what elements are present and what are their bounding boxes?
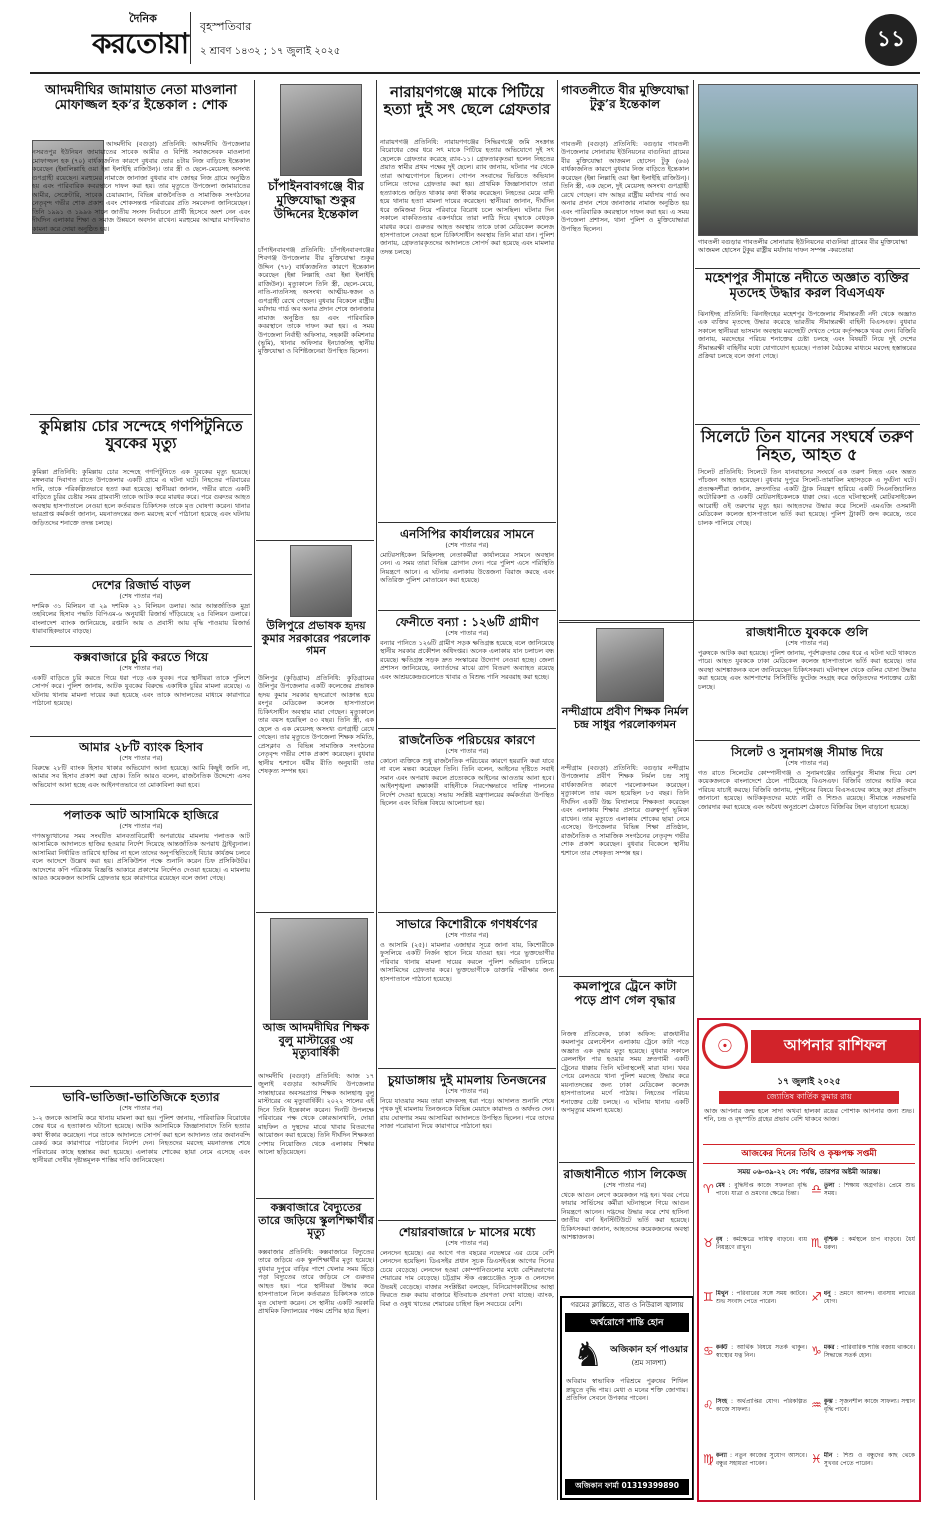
- body-a18: লেনদেন হয়েছে। এর আগে গত বছরের নভেম্বরে এর চেয়ে বেশি লেনদেন হয়েছিল। ডিএসইর প্রধান সূচক ডিএসইএক্স আগের দিনের চেয়ে বেড়েছে। লেনদেন হওয়া কোম্পানিগুলোর মধ্যে বেশিরভাগের শেয়ারের দাম বেড়েছে। চট্টগ্রাম স্টক এক্সচেঞ্জেও সূচক ও লেনদেন উভয়ই বেড়েছে। বাজার সংশ্লিষ্টরা বলছেন, বিনিয়োগকারীদের আস্থা ফিরতে শুরু করায় বাজারে ইতিবাচক প্রবণতা দেখা যাচ্ছে। ব্যাংক, বিমা ও ওষুধ খাতের শেয়ারের চাহিদা ছিল সবচেয়ে বেশি।: [380, 1249, 554, 1308]
- sign-item: ♉ বৃষ : কর্মক্ষেত্রে দায়িত্ব বাড়বে। ব্যয় নিয়ন্ত্রণে রাখুন।: [703, 1236, 807, 1288]
- body-a24: সিলেট প্রতিনিধি: সিলেটে তিন যানবাহনের সংঘর্ষে এক তরুণ নিহত এবং অন্তত পাঁচজন আহত হয়েছেন। বুধবার দুপুরে সিলেট-তামাবিল মহাসড়কে এ দুর্ঘটনা ঘটে। প্রত্যক্ষদর্শীরা জানান, দ্রুতগতির একটি ট্রাক নিয়ন্ত্রণ হারিয়ে একটি সিএনজিচালিত অটোরিকশা ও একটি মোটরসাইকেলকে ধাক্কা দেয়। এতে ঘটনাস্থলেই মোটরসাইকেল আরোহী ওই তরুণের মৃত্যু হয়। আহতদের উদ্ধার করে সিলেট এমএজি ওসমানী মেডিকেল কলেজ হাসপাতালে ভর্তি করা হয়েছে। পুলিশ ট্রাকটি জব্দ করেছে, তবে চালক পালিয়ে গেছে।: [698, 468, 916, 527]
- cont-a13: (শেষ পাতার পর): [445, 541, 489, 549]
- body-a25: পুরুষকে আটক করা হয়েছে। পুলিশ জানায়, পূর্বশত্রুতার জের ধরে এ ঘটনা ঘটে থাকতে পারে। আহত যুবককে ঢাকা মেডিকেল কলেজ হাসপাতালে ভর্তি করা হয়েছে। তার অবস্থা আশঙ্কাজনক বলে জানিয়েছেন চিকিৎসকরা। ঘটনাস্থল থেকে গুলির খোসা উদ্ধার করা হয়েছে এবং আশপাশের সিসিটিভি ফুটেজ সংগ্রহ করে জড়িতদের শনাক্তের চেষ্টা চলছে।: [698, 649, 916, 691]
- sign-text: নতুন কাজের সুযোগ আসবে। বন্ধুর সহায়তা পাবেন।: [715, 1452, 807, 1467]
- sign-item: ♋ কর্কট : আর্থিক বিষয়ে সতর্ক থাকুন। স্বাস্থ্যের যত্ন নিন।: [703, 1344, 807, 1396]
- sign-text: বুদ্ধিদীপ্ত কাজে সফলতা বৃদ্ধি পাবে। যাত্রা ও ভ্রমণের ক্ষেত্রে চিন্তা।: [715, 1182, 807, 1197]
- virgo-icon: ♍: [703, 1452, 714, 1466]
- sign-text: শিক্ষায় অগ্রগতি। প্রেমে শুভ সময়।: [823, 1182, 915, 1197]
- body-a15: কোনো ব্যক্তিকে শুধু রাজনৈতিক পরিচয়ের কারণে হয়রানি করা যাবে না বলে মন্তব্য করেছেন তিনি। তিনি বলেন, আইনের দৃষ্টিতে সবাই সমান এবং অপরাধ করলে প্রত্যেককে আইনের আওতায় আনা হবে। আইনশৃঙ্খলা রক্ষাকারী বাহিনীকে নিরপেক্ষভাবে দায়িত্ব পালনের নির্দেশ দেওয়া হয়েছে। সভায় সংশ্লিষ্ট মন্ত্রণালয়ের কর্মকর্তারা উপস্থিত ছিলেন এবং বিভিন্ন বিষয়ে আলোচনা হয়।: [380, 757, 554, 808]
- headline-a17: চুয়াডাঙ্গায় দুই মামলায় তিনজনের: [387, 1073, 547, 1087]
- sign-text: আর্থিক বিষয়ে সতর্ক থাকুন। স্বাস্থ্যের যত্ন নিন।: [715, 1344, 807, 1359]
- portrait-photo-nirmal: [596, 628, 664, 702]
- sign-item: ♈ মেষ : বুদ্ধিদীপ্ত কাজে সফলতা বৃদ্ধি পাবে। যাত্রা ও ভ্রমণের ক্ষেত্রে চিন্তা।: [703, 1182, 807, 1234]
- sign-item: ♐ ধনু : ভ্রমণে আনন্দ। ব্যবসায় লাভের যোগ।: [811, 1290, 915, 1342]
- body-a23: ঝিনাইদহ প্রতিনিধি: ঝিনাইদহের মহেশপুর উপজেলার সীমান্তবর্তী নদী থেকে অজ্ঞাত এক ব্যক্তির মৃতদেহ উদ্ধার করেছে ভারতীয় সীমান্তরক্ষী বাহিনী বিএসএফ। বুধবার সকালে স্থানীয়রা ভাসমান অবস্থায় মরদেহটি দেখতে পেয়ে কর্তৃপক্ষকে খবর দেন। বিজিবি জানায়, মরদেহের পরিচয় শনাক্তের চেষ্টা চলছে এবং বিষয়টি নিয়ে দুই দেশের সীমান্তরক্ষী বাহিনীর মধ্যে যোগাযোগ হয়েছে। পতাকা বৈঠকের মাধ্যমে মরদেহ হস্তান্তরের প্রক্রিয়া চলছে বলে জানা গেছে।: [698, 310, 916, 361]
- headline-a7: ভাবি-ভাতিজা-ভাতিজিকে হত্যার: [62, 1090, 220, 1104]
- cont-a26: (শেষ পাতার পর): [785, 759, 829, 767]
- sign-text: পারিবারিক শান্তি বজায় থাকবে। সিদ্ধান্তে সতর্ক হোন।: [823, 1344, 915, 1359]
- horse-icon: ♞: [572, 1335, 604, 1376]
- sign-name: মেষ: [715, 1182, 725, 1189]
- body-a14: বন্যার পানিতে ১২৬টি গ্রামীণ সড়ক ক্ষতিগ্রস্ত হয়েছে বলে জানিয়েছে স্থানীয় সরকার প্রকৌশল অধিদপ্তর। অনেক এলাকায় যান চলাচল বন্ধ রয়েছে। ক্ষতিগ্রস্ত সড়ক দ্রুত সংস্কারের উদ্যোগ নেওয়া হচ্ছে। জেলা প্রশাসন জানিয়েছে, বন্যার্তদের মাঝে ত্রাণ বিতরণ অব্যাহত রয়েছে এবং আশ্রয়কেন্দ্রগুলোতে খাবার ও বিশুদ্ধ পানি সরবরাহ করা হচ্ছে।: [380, 639, 554, 681]
- aries-icon: ♈: [703, 1182, 714, 1196]
- cont-a22: (শেষ পাতার পর): [603, 1181, 647, 1189]
- headline-a11: কক্সবাজারে বৈদ্যুতের তারে জড়িয়ে স্কুলশিক্ষার্থীর মৃত্যু: [258, 1201, 374, 1240]
- sign-text: পরিবারের সঙ্গে সময় কাটবে। শুভ সংবাদ পেতে পারেন।: [715, 1290, 807, 1305]
- headline-a15: রাজনৈতিক পরিচয়ের কারণে: [399, 733, 535, 747]
- sign-name: তুলা: [823, 1182, 835, 1189]
- headline-a23: মহেশপুর সীমান্তে নদীতে অজ্ঞাত ব্যক্তির মৃতদেহ উদ্ধার করল বিএসএফ: [705, 271, 909, 301]
- headline-a20: নন্দীগ্রামে প্রবীণ শিক্ষক নির্মল চন্দ্র সাধুর পরলোকগমন: [561, 705, 689, 731]
- cont-a16: (শেষ পাতার পর): [445, 931, 489, 939]
- body-a16: ও আসামি (২৫)। মামলার এজাহার সূত্রে জানা যায়, কিশোরীকে ফুসলিয়ে একটি নির্জন স্থানে নিয়ে যাওয়া হয়। পরে ভুক্তভোগীর পরিবার থানায় মামলা দায়ের করলে পুলিশ অভিযান চালিয়ে আসামিদের গ্রেফতার করে। ভুক্তভোগীকে ডাক্তারি পরীক্ষার জন্য হাসপাতালে পাঠানো হয়েছে।: [380, 941, 554, 983]
- funeral-photo: [698, 84, 918, 236]
- sign-item: ♏ বৃশ্চিক : কর্মস্থলে চাপ বাড়বে। ধৈর্য ধরুন।: [811, 1236, 915, 1288]
- portrait-photo-bulu: [270, 918, 368, 1020]
- ad-headline: অর্শ্বরোগে শান্তি হোন: [565, 1313, 689, 1332]
- body-a3: দশমিক ৩১ মিলিয়ন বা ২৯ দশমিক ২১ বিলিয়ন ডলার। আর আন্তর্জাতিক মুদ্রা তহবিলের হিসাব পদ্ধতি বিপিএম-৬ অনুযায়ী রিজার্ভ দাঁড়িয়েছে ২৪ বিলিয়ন ডলারে। বাংলাদেশ ব্যাংক জানিয়েছে, রপ্তানি আয় ও প্রবাসী আয় বৃদ্ধি পাওয়ায় রিজার্ভ ধারাবাহিকভাবে বাড়ছে।: [32, 602, 250, 636]
- paper-logo: করতোয়া: [92, 27, 188, 60]
- sign-name: ধনু: [823, 1290, 831, 1297]
- horoscope-today-heading: আজকের দিনের তিথি ও কৃষ্ণপক্ষ সপ্তমী: [703, 1144, 915, 1164]
- sign-item: ♓ মীন : শিশু ও বন্ধুদের কাছ থেকে সুখবর পেতে পারেন।: [811, 1452, 915, 1504]
- sign-item: ♑ মকর : পারিবারিক শান্তি বজায় থাকবে। সিদ্ধান্তে সতর্ক হোন।: [811, 1344, 915, 1396]
- sign-name: মীন: [823, 1452, 833, 1459]
- body-a6: গণঅভ্যুত্থানের সময় সংঘটিত মানবতাবিরোধী অপরাধের মামলায় পলাতক আট আসামিকে আদালতে হাজির হওয়ার নির্দেশ দিয়েছে আন্তর্জাতিক অপরাধ ট্রাইব্যুনাল। আসামিরা নির্ধারিত তারিখে হাজির না হলে তাদের অনুপস্থিতিতেই বিচার কার্যক্রম চলবে বলে আদেশে উল্লেখ করা হয়। প্রসিকিউশন পক্ষে শুনানি করেন চিফ প্রসিকিউটর। আদেশের কপি পত্রিকায় বিজ্ঞপ্তি আকারে প্রকাশের নির্দেশও দেওয়া হয়েছে। এ মামলায় আরও কয়েকজন আসামি গ্রেফতার হয়ে কারাগারে রয়েছেন বলে জানা গেছে।: [32, 832, 250, 883]
- sign-text: ভ্রমণে আনন্দ। ব্যবসায় লাভের যোগ।: [823, 1290, 915, 1305]
- headline-a8: চাঁপাইনবাবগঞ্জে বীর মুক্তিযোদ্ধা শুকুর উদ্দিনের ইন্তেকাল: [268, 179, 364, 221]
- cont-a15: (শেষ পাতার পর): [445, 747, 489, 755]
- body-a7: ১-২ জনকে আসামি করে থানায় মামলা করা হয়। পুলিশ জানায়, পারিবারিক বিরোধের জের ধরে এ হত্যাকাণ্ড ঘটানো হয়েছে। আটক আসামিকে জিজ্ঞাসাবাদে তিনি হত্যার কথা স্বীকার করেছেন। পরে তাকে আদালতে সোপর্দ করা হলে আদালত তার জবানবন্দি রেকর্ড করে কারাগারে পাঠানোর নির্দেশ দেন। নিহতদের মরদেহ ময়নাতদন্ত শেষে পরিবারের কাছে হস্তান্তর করা হয়েছে। এলাকায় শোকের ছায়া নেমে এসেছে এবং স্থানীয়রা দোষীর দৃষ্টান্তমূলক শাস্তির দাবি জানিয়েছেন।: [32, 1114, 250, 1165]
- horoscope-title: আপনার রাশিফল: [751, 1030, 919, 1063]
- horoscope-astrologer: জ্যোতিষ কার্তিক কুমার রায়: [719, 1091, 899, 1104]
- body-a4: একটি বাড়িতে চুরি করতে গিয়ে ধরা পড়ে এক যুবক। পরে স্থানীয়রা তাকে পুলিশে সোপর্দ করে। পুলিশ জানায়, আটক যুবকের বিরুদ্ধে একাধিক চুরির মামলা রয়েছে। এ ঘটনায় থানায় মামলা দায়ের করা হয়েছে এবং তাকে আদালতের মাধ্যমে কারাগারে পাঠানো হয়েছে।: [32, 674, 250, 708]
- headline-a19: গাবতলীতে বীর মুক্তিযোদ্ধা টুকু’র ইন্তেকাল: [561, 83, 689, 111]
- sign-item: ♎ তুলা : শিক্ষায় অগ্রগতি। প্রেমে শুভ সময়।: [811, 1182, 915, 1234]
- issue-date: ২ শ্রাবণ ১৪৩২ ; ১৭ জুলাই ২০২৫: [200, 46, 341, 57]
- cont-a4: (শেষ পাতার পর): [119, 664, 163, 672]
- cont-a3: (শেষ পাতার পর): [119, 592, 163, 600]
- cont-a18: (শেষ পাতার পর): [445, 1239, 489, 1247]
- sign-name: মকর: [823, 1344, 835, 1351]
- zodiac-wheel-icon: ☉: [702, 1023, 748, 1069]
- sign-name: মিথুন: [715, 1290, 729, 1297]
- headline-a4: কক্সবাজারে চুরি করতে গিয়ে: [73, 650, 209, 664]
- leo-icon: ♌: [703, 1398, 714, 1412]
- body-a1: আদমদীঘি (বগুড়া) প্রতিনিধি: আদমদীঘি উপজেলার নসরতপুর ইউনিয়ন জামায়াতের সাবেক আমীর ও বিশিষ্ট সমাজসেবক মাওলানা মোফাজ্জল হক (৭০) বার্ধক্যজনিত কারণে বুধবার ভোর ৪টায় নিজ বাড়িতে ইন্তেকাল করেছেন (ইন্নালিল্লাহি ওয়া ইন্না ইলাইহি রাজিউন)। তার স্ত্রী ও ছেলে-মেয়েসহ অসংখ্য গুণগ্রাহী রয়েছেন। মরহুমের নামাজে জানাজা বুধবার বাদ জোহর নিজ গ্রামে অনুষ্ঠিত হয় এবং পারিবারিক কবরস্থানে দাফন করা হয়। তার মৃত্যুতে উপজেলা জামায়াতের আমীর, সেক্রেটারি, সাবেক চেয়ারম্যান, বিভিন্ন রাজনৈতিক ও সামাজিক সংগঠনের নেতৃবৃন্দ গভীর শোক প্রকাশ এবং শোকসন্তপ্ত পরিবারের প্রতি সমবেদনা জানিয়েছেন। তিনি ১৯৯১ ও ১৯৯৬ সালে জাতীয় সংসদ নির্বাচনে প্রার্থী হিসেবে অংশ নেন এবং দীর্ঘদিন এলাকার শিক্ষা ও সমাজ উন্নয়নে অবদান রাখেন। মরহুমের আত্মার মাগফিরাত কামনা করে দোয়া অনুষ্ঠিত হয়।: [32, 140, 250, 233]
- sign-name: বৃশ্চিক: [823, 1236, 838, 1243]
- headline-a26: সিলেট ও সুনামগঞ্জ সীমান্ত দিয়ে: [731, 745, 883, 759]
- ad-sub: (শ্রম সালশা): [631, 1358, 667, 1367]
- headline-a16: সাভারে কিশোরীকে গণধর্ষণের: [396, 917, 538, 931]
- sagittarius-icon: ♐: [811, 1290, 822, 1304]
- sign-item: ♒ কুম্ভ : সৃজনশীল কাজে সাফল্য। সম্মান বৃদ্ধি পাবে।: [811, 1398, 915, 1450]
- photo-caption: গাবতলী বগুড়ার গাবতলীর সোনারায় ইউনিয়নের বাগুনিয়া গ্রামের বীর মুক্তিযোদ্ধা আজমল হোসেন টুকুর রাষ্ট্রীয় মর্যাদায় দাফন সম্পন্ন -করতোয়া: [698, 238, 908, 255]
- body-a9: উলিপুর (কুড়িগ্রাম) প্রতিনিধি: কুড়িগ্রামের উলিপুর উপজেলার একটি কলেজের প্রভাষক হৃদয় কুমার সরকার হৃদরোগে আক্রান্ত হয়ে রংপুর মেডিকেল কলেজ হাসপাতালে চিকিৎসাধীন অবস্থায় মারা গেছেন। মৃত্যুকালে তার বয়স হয়েছিল ৫৩ বছর। তিনি স্ত্রী, এক ছেলে ও এক মেয়েসহ অসংখ্য গুণগ্রাহী রেখে গেছেন। তার মৃত্যুতে উপজেলা শিক্ষক সমিতি, প্রেসক্লাব ও বিভিন্ন সামাজিক সংগঠনের নেতৃবৃন্দ গভীর শোক প্রকাশ করেছেন। বুধবার স্থানীয় শ্মশানে ধর্মীয় রীতি অনুযায়ী তার শেষকৃত্য সম্পন্ন হয়।: [258, 674, 374, 775]
- aquarius-icon: ♒: [811, 1398, 822, 1412]
- body-a26: গত রাতে সিলেটের কোম্পানীগঞ্জ ও সুনামগঞ্জের তাহিরপুর সীমান্ত দিয়ে বেশ কয়েকজনকে বাংলাদেশে ঠেলে পাঠিয়েছে বিএসএফ। বিজিবি তাদের আটক করে পরিচয় যাচাই করছে। বিজিবি জানায়, পুশইনের বিষয়ে বিএসএফের কাছে কড়া প্রতিবাদ জানানো হয়েছে। আটককৃতদের মধ্যে নারী ও শিশুও রয়েছে। সীমান্তে নজরদারি জোরদার করা হয়েছে এবং অবৈধ অনুপ্রবেশ ঠেকাতে বিজিবির টহল বাড়ানো হয়েছে।: [698, 769, 916, 811]
- sign-item: ♌ সিংহ : অর্থপ্রাপ্তির যোগ। পরিকল্পিত কাজে সাফল্য।: [703, 1398, 807, 1450]
- ad-phone: অজিকান ফার্মা 01319399890: [565, 1479, 689, 1495]
- sign-name: কর্কট: [715, 1344, 728, 1351]
- sign-item: ♊ মিথুন : পরিবারের সঙ্গে সময় কাটবে। শুভ সংবাদ পেতে পারেন।: [703, 1290, 807, 1342]
- page-number: ১১: [876, 26, 906, 52]
- body-a5: বিরুদ্ধে ২৮টি ব্যাংক হিসাব থাকার অভিযোগ আনা হয়েছে। আমি কিছুই জানি না, আমার সব হিসাব প্রকাশ করা হোক। তিনি আরও বলেন, রাজনৈতিক উদ্দেশ্যে এসব অভিযোগ আনা হচ্ছে এবং আইনগতভাবে তা মোকাবিলা করা হবে।: [32, 764, 250, 789]
- sign-text: সৃজনশীল কাজে সাফল্য। সম্মান বৃদ্ধি পাবে।: [823, 1398, 915, 1413]
- body-a17: নিয়ে যাওয়ার সময় তারা মাদকসহ ধরা পড়ে। আদালত শুনানি শেষে পৃথক দুই মামলায় তিনজনকে বিভিন্ন মেয়াদে কারাদণ্ড ও অর্থদণ্ড দেন। রায় ঘোষণার সময় আসামিরা আদালতে উপস্থিত ছিলেন। পরে তাদের সাজা পরোয়ানা দিয়ে কারাগারে পাঠানো হয়।: [380, 1097, 554, 1131]
- cont-a14: (শেষ পাতার পর): [445, 629, 489, 637]
- ad-horse-power: [560, 1296, 694, 1500]
- taurus-icon: ♉: [703, 1236, 714, 1250]
- body-a20: নন্দীগ্রাম (বগুড়া) প্রতিনিধি: বগুড়ার নন্দীগ্রাম উপজেলার প্রবীণ শিক্ষক নির্মল চন্দ্র সাধু বার্ধক্যজনিত কারণে পরলোকগমন করেছেন। মৃত্যুকালে তার বয়স হয়েছিল ৮৫ বছর। তিনি দীর্ঘদিন একটি উচ্চ বিদ্যালয়ে শিক্ষকতা করেছেন এবং এলাকায় শিক্ষার প্রসারে গুরুত্বপূর্ণ ভূমিকা রাখেন। তার মৃত্যুতে এলাকায় শোকের ছায়া নেমে এসেছে। উপজেলার বিভিন্ন শিক্ষা প্রতিষ্ঠান, রাজনৈতিক ও সামাজিক সংগঠনের নেতৃবৃন্দ গভীর শোক প্রকাশ করেছেন। বুধবার বিকেলে স্থানীয় শ্মশানে তার শেষকৃত্য সম্পন্ন হয়।: [561, 764, 689, 857]
- body-a21: নিজস্ব প্রতিবেদক, ঢাকা অফিস: রাজধানীর কমলাপুর রেলস্টেশন এলাকায় ট্রেনে কাটা পড়ে অজ্ঞাত এক বৃদ্ধার মৃত্যু হয়েছে। বুধবার সকালে রেললাইন পার হওয়ার সময় দ্রুতগামী একটি ট্রেনের ধাক্কায় তিনি ঘটনাস্থলেই মারা যান। খবর পেয়ে রেলওয়ে থানা পুলিশ মরদেহ উদ্ধার করে ময়নাতদন্তের জন্য ঢাকা মেডিকেল কলেজ হাসপাতালের মর্গে পাঠায়। নিহতের পরিচয় শনাক্তের চেষ্টা চলছে। এ ঘটনায় থানায় একটি অপমৃত্যুর মামলা হয়েছে।: [561, 1030, 689, 1115]
- sign-name: বৃষ: [715, 1236, 723, 1243]
- body-a22: থেকে আগুন লেগে কয়েকজন দগ্ধ হন। খবর পেয়ে ফায়ার সার্ভিসের কর্মীরা ঘটনাস্থলে গিয়ে আগুন নিয়ন্ত্রণে আনেন। দগ্ধদের উদ্ধার করে শেখ হাসিনা জাতীয় বার্ন ইনস্টিটিউটে ভর্তি করা হয়েছে। চিকিৎসকরা জানান, আহতদের কয়েকজনের অবস্থা আশঙ্কাজনক।: [561, 1191, 689, 1242]
- body-a19: গাবতলী (বগুড়া) প্রতিনিধি: বগুড়ার গাবতলী উপজেলার সোনারায় ইউনিয়নের বাগুনিয়া গ্রামের বীর মুক্তিযোদ্ধা আজমল হোসেন টুকু (৬৬) বার্ধক্যজনিত কারণে বুধবার নিজ বাড়িতে ইন্তেকাল করেছেন (ইন্না লিল্লাহি ওয়া ইন্না ইলাইহি রাজিউন)। তিনি স্ত্রী, এক ছেলে, দুই মেয়েসহ অসংখ্য গুণগ্রাহী রেখে গেছেন। বাদ আছর রাষ্ট্রীয় মর্যাদায় গার্ড অব অনার প্রদান শেষে জানাজার নামাজ অনুষ্ঠিত হয় এবং পারিবারিক কবরস্থানে দাফন করা হয়। এ সময় উপজেলা প্রশাসন, থানা পুলিশ ও মুক্তিযোদ্ধারা উপস্থিত ছিলেন।: [561, 140, 689, 233]
- body-a11: কক্সবাজার প্রতিনিধি: কক্সবাজারে বিদ্যুতের তারে জড়িয়ে এক স্কুলশিক্ষার্থীর মৃত্যু হয়েছে। বুধবার দুপুরে বাড়ির পাশে খেলার সময় ছিঁড়ে পড়া বিদ্যুতের তারে জড়িয়ে সে গুরুতর আহত হয়। পরে স্থানীয়রা উদ্ধার করে হাসপাতালে নিলে কর্তব্যরত চিকিৎসক তাকে মৃত ঘোষণা করেন। সে স্থানীয় একটি সরকারি প্রাথমিক বিদ্যালয়ের পঞ্চম শ্রেণির ছাত্র ছিল।: [258, 1248, 374, 1316]
- horoscope-today-sub: সময় ০৬-৩৯-২২ সে: পর্যন্ত, তারপর অষ্টমী আরম্ভ।: [737, 1168, 881, 1176]
- body-a12: নারায়ণগঞ্জ প্রতিনিধি: নারায়ণগঞ্জের সিদ্ধিরগঞ্জে জমি সংক্রান্ত বিরোধের জের ধরে সৎ মাকে পিটিয়ে হত্যার অভিযোগে দুই সৎ ছেলেকে গ্রেফতার করেছে র‌্যাব-১১। গ্রেফতারকৃতরা হলেন নিহতের প্রয়াত স্বামীর প্রথম পক্ষের দুই ছেলে। র‌্যাব জানায়, ঘটনার পর থেকে তারা আত্মগোপনে ছিলেন। গোপন সংবাদের ভিত্তিতে অভিযান চালিয়ে তাদের গ্রেফতার করা হয়। প্রাথমিক জিজ্ঞাসাবাদে তারা হত্যাকাণ্ডে জড়িত থাকার কথা স্বীকার করেছেন। নিহতের মেয়ে বাদী হয়ে থানায় হত্যা মামলা দায়ের করেছেন। স্থানীয়রা জানান, দীর্ঘদিন ধরে জমিজমা নিয়ে পরিবারে বিরোধ চলে আসছিল। ঘটনার দিন সকালে বাকবিতণ্ডার একপর্যায়ে তারা লাঠি দিয়ে বৃদ্ধাকে বেধড়ক মারধর করে। গুরুতর আহত অবস্থায় তাকে ঢাকা মেডিকেল কলেজ হাসপাতালে নেওয়া হলে চিকিৎসাধীন অবস্থায় তিনি মারা যান। পুলিশ জানায়, গ্রেফতারকৃতদের আদালতে সোপর্দ করা হয়েছে এবং মামলার তদন্ত চলছে।: [380, 138, 554, 256]
- pisces-icon: ♓: [811, 1452, 822, 1466]
- issue-weekday: বৃহস্পতিবার: [200, 20, 252, 33]
- headline-a14: ফেনীতে বন্যা : ১২৬টি গ্রামীণ: [395, 615, 539, 629]
- headline-a18: শেয়ারবাজারে ৮ মাসের মধ্যে: [398, 1225, 536, 1239]
- sign-list: [703, 1182, 915, 1504]
- sign-name: কন্যা: [715, 1452, 728, 1459]
- capricorn-icon: ♑: [811, 1344, 822, 1358]
- cont-a25: (শেষ পাতার পর): [785, 639, 829, 647]
- headline-a1: আদমদীঘির জামায়াত নেতা মাওলানা মোফাজ্জল হক’র ইন্তেকাল : শোক: [45, 83, 237, 113]
- portrait-photo-shukur: [280, 84, 362, 176]
- headline-a12: নারায়ণগঞ্জে মাকে পিটিয়ে হত্যা দুই সৎ ছেলে গ্রেফতার: [383, 83, 551, 119]
- headline-a10: আজ আদমদীঘির শিক্ষক বুলু মাস্টারের ৩য় মৃত্যুবার্ষিকী: [262, 1021, 370, 1060]
- headline-a13: এনসিপির কার্যালয়ের সামনে: [400, 527, 534, 541]
- headline-a5: আমার ২৮টি ব্যাংক হিসাব: [79, 740, 203, 754]
- cont-a6: (শেষ পাতার পর): [119, 822, 163, 830]
- horoscope-intro: আজ আপনার জন্ম হলে সাদা অথবা হালকা রঙের পোশাক আপনার জন্য শুভ। শনি, চন্দ্র ও বৃহস্পতি গ্রহের প্রভাব বেশি থাকবে আজ।: [704, 1107, 914, 1124]
- cont-a7: (শেষ পাতার পর): [119, 1104, 163, 1112]
- page-number-badge: [865, 14, 917, 66]
- body-a2: কুমিল্লা প্রতিনিধি: কুমিল্লায় চোর সন্দেহে গণপিটুনিতে এক যুবকের মৃত্যু হয়েছে। মঙ্গলবার দিবাগত রাতে উপজেলার একটি গ্রামে এ ঘটনা ঘটে। নিহতের পরিবারের দাবি, তাকে পরিকল্পিতভাবে হত্যা করা হয়েছে। স্থানীয়রা জানান, গভীর রাতে একটি বাড়িতে চুরির চেষ্টার সময় গ্রামবাসী তাকে আটক করে মারধর করে। পরে গুরুতর আহত অবস্থায় হাসপাতালে নেওয়া হলে কর্তব্যরত চিকিৎসক তাকে মৃত ঘোষণা করেন। থানার ভারপ্রাপ্ত কর্মকর্তা জানান, ময়নাতদন্তের জন্য মরদেহ মর্গে পাঠানো হয়েছে এবং ঘটনায় জড়িতদের শনাক্তে তদন্ত চলছে।: [32, 468, 250, 527]
- headline-a3: দেশের রিজার্ভ বাড়ল: [91, 578, 191, 592]
- headline-a2: কুমিল্লায় চোর সন্দেহে গণপিটুনিতে যুবকের মৃত্যু: [39, 417, 243, 453]
- ad-brand: অজিকান হর্স পাওয়ার: [610, 1344, 688, 1355]
- libra-icon: ♎: [811, 1182, 822, 1196]
- body-a10: আদমদীঘি (বগুড়া) প্রতিনিধি: আজ ১৭ জুলাই বগুড়ার আদমদীঘি উপজেলার সান্তাহারের অবসরপ্রাপ্ত শিক্ষক আলহাজ্ব বুলু মাস্টারের ৩য় মৃত্যুবার্ষিকী। ২০২২ সালের এই দিনে তিনি ইন্তেকাল করেন। দিনটি উপলক্ষে পরিবারের পক্ষ থেকে কোরআনখানি, দোয়া মাহফিল ও দুস্থদের মাঝে খাবার বিতরণের আয়োজন করা হয়েছে। তিনি দীর্ঘদিন শিক্ষকতা পেশায় নিয়োজিত থেকে এলাকায় শিক্ষার আলো ছড়িয়েছেন।: [258, 1072, 374, 1157]
- horoscope-box: [697, 1018, 921, 1502]
- sign-name: সিংহ: [715, 1398, 728, 1405]
- headline-a22: রাজধানীতে গ্যাস লিকেজ: [563, 1167, 687, 1181]
- cont-a5: (শেষ পাতার পর): [119, 754, 163, 762]
- headline-a9: উলিপুরে প্রভাষক হৃদয় কুমার সরকারের পরলোক গমন: [261, 619, 371, 658]
- headline-a21: কমলাপুরে ট্রেনে কাটা পড়ে প্রাণ গেল বৃদ্ধার: [573, 979, 677, 1007]
- cont-a17: (শেষ পাতার পর): [445, 1087, 489, 1095]
- sign-text: কর্মক্ষেত্রে দায়িত্ব বাড়বে। ব্যয় নিয়ন্ত্রণে রাখুন।: [715, 1236, 807, 1251]
- paper-name-small: দৈনিক: [129, 12, 157, 25]
- ad-top: গরমের ক্লান্তিতে, বাত ও নিউরাল জ্বালায়: [570, 1301, 684, 1309]
- ad-body: অবিরাম স্বাভাবিক পরিশ্রমে পুরুষের শিথিল স্নায়ুতে বৃদ্ধি পায়। মেধা ও মনের শক্তি জোগায়। প্রতিদিন সেবনে উপকার পাবেন।: [566, 1377, 688, 1403]
- body-a13: মোটরসাইকেল মিছিলসহ নেতাকর্মীরা কার্যালয়ের সামনে অবস্থান নেন। এ সময় তারা বিভিন্ন স্লোগান দেন। পরে পুলিশ এসে পরিস্থিতি নিয়ন্ত্রণে আনে। এ ঘটনায় এলাকায় উত্তেজনা বিরাজ করছে এবং অতিরিক্ত পুলিশ মোতায়েন করা হয়েছে।: [380, 551, 554, 585]
- body-a8: চাঁপাইনবাবগঞ্জ প্রতিনিধি: চাঁপাইনবাবগঞ্জের শিবগঞ্জ উপজেলার বীর মুক্তিযোদ্ধা শুকুর উদ্দিন (৭৮) বার্ধক্যজনিত কারণে ইন্তেকাল করেছেন (ইন্না লিল্লাহি ওয়া ইন্না ইলাইহি রাজিউন)। মৃত্যুকালে তিনি স্ত্রী, ছেলে-মেয়ে, নাতি-নাতনিসহ অসংখ্য আত্মীয়-স্বজন ও গুণগ্রাহী রেখে গেছেন। বুধবার বিকেলে রাষ্ট্রীয় মর্যাদায় গার্ড অব অনার প্রদান শেষে জানাজার নামাজ অনুষ্ঠিত হয় এবং পারিবারিক কবরস্থানে তাকে দাফন করা হয়। এ সময় উপজেলা নির্বাহী অফিসার, সহকারী কমিশনার (ভূমি), থানার অফিসার ইনচার্জসহ স্থানীয় মুক্তিযোদ্ধা ও বিশিষ্টজনেরা উপস্থিত ছিলেন।: [258, 246, 374, 356]
- sign-item: ♍ কন্যা : নতুন কাজের সুযোগ আসবে। বন্ধুর সহায়তা পাবেন।: [703, 1452, 807, 1504]
- sign-text: কর্মস্থলে চাপ বাড়বে। ধৈর্য ধরুন।: [823, 1236, 915, 1251]
- headline-a6: পলাতক আট আসামিকে হাজিরে: [63, 808, 219, 822]
- sign-text: শিশু ও বন্ধুদের কাছ থেকে সুখবর পেতে পারেন।: [823, 1452, 915, 1467]
- portrait-photo-hridoy: [290, 545, 352, 617]
- headline-a25: রাজধানীতে যুবককে গুলি: [745, 625, 869, 639]
- scorpio-icon: ♏: [811, 1236, 822, 1250]
- sign-name: কুম্ভ: [823, 1398, 833, 1405]
- sign-text: অর্থপ্রাপ্তির যোগ। পরিকল্পিত কাজে সাফল্য।: [715, 1398, 807, 1413]
- headline-a24: সিলেটে তিন যানের সংঘর্ষে তরুণ নিহত, আহত ৫: [700, 427, 914, 465]
- cancer-icon: ♋: [703, 1344, 714, 1358]
- horoscope-date: ১৭ জুলাই ২০২৫: [777, 1077, 841, 1087]
- gemini-icon: ♊: [703, 1290, 714, 1304]
